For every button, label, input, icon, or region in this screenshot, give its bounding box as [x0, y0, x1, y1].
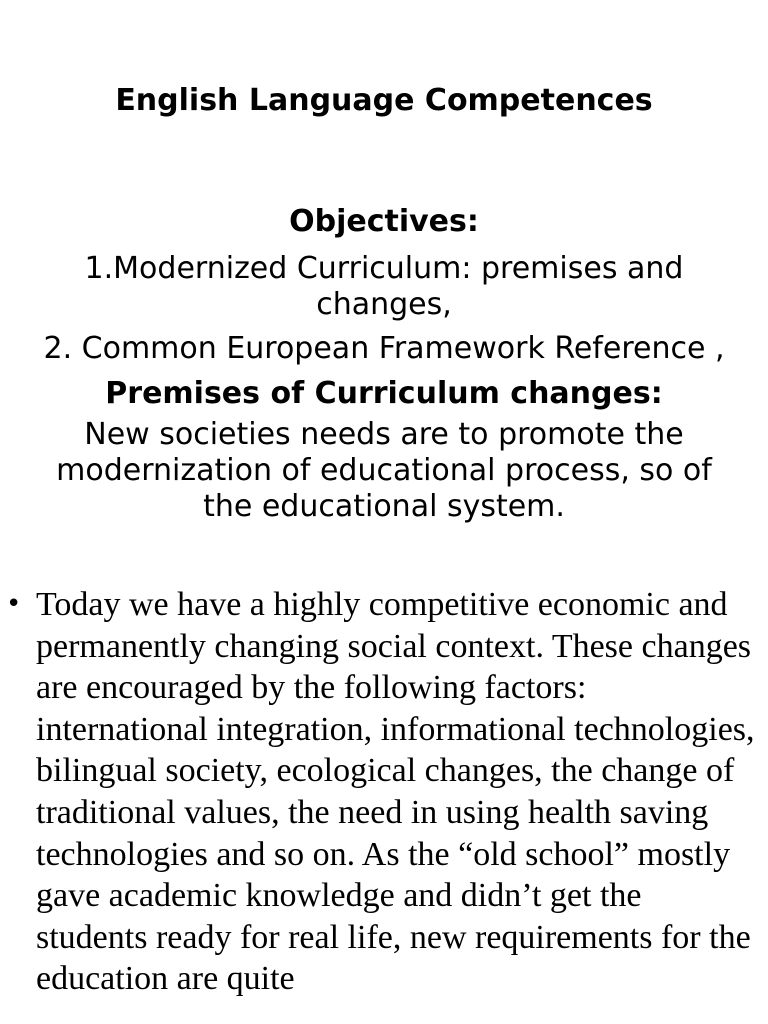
- bullet-list: [0, 584, 768, 1000]
- bullet-marker: •: [6, 589, 22, 619]
- page-title: English Language Competences: [115, 83, 653, 118]
- premises-heading: Premises of Curriculum changes:: [105, 376, 663, 411]
- objective-item-1: 1.Modernized Curriculum: premises and changes,: [84, 251, 684, 322]
- objective-item-2: 2. Common European Framework Reference ,: [43, 331, 725, 366]
- objectives-section: [28, 203, 740, 525]
- objectives-heading: Objectives:: [289, 204, 479, 239]
- premises-text: New societies needs are to promote the modernization of educational process, so of the educational system.: [56, 417, 712, 524]
- bullet-text: Today we have a highly competitive economic and permanently changing social context. These changes are encouraged by the following factors: international integration, informational technologies, bilingual society, ecological changes, the change of traditional values, the need in using health saving technologies and so on. As the “old school” mostly gave academic knowledge and didn’t get the students ready for real life, new requirements for the education are quite: [36, 586, 755, 998]
